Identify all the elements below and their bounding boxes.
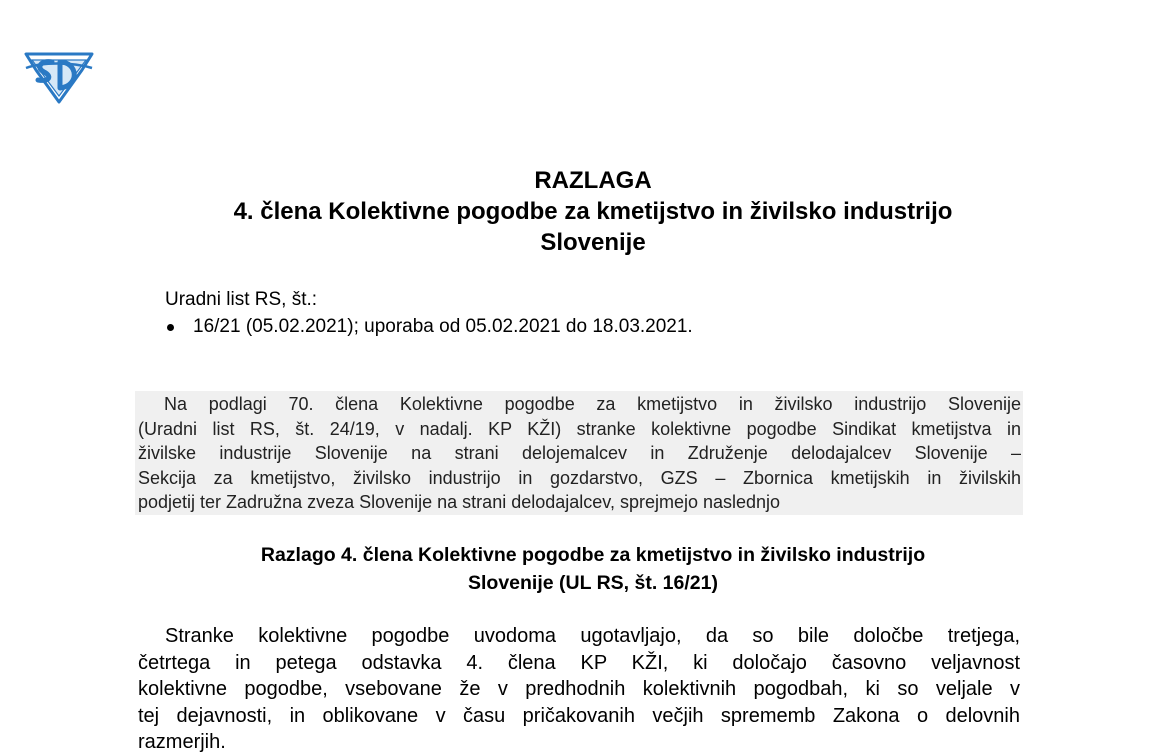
section-heading-line-2: Slovenije (UL RS, št. 16/21) [468, 572, 718, 594]
document-title [138, 165, 1048, 258]
body-line: Stranke kolektivne pogodbe uvodoma ugotavljajo, da so bile določbe tretjega, [165, 625, 1020, 647]
body-line: kolektivne pogodbe, vsebovane že v predhodnih kolektivnih pogodbah, ki so veljale v [138, 678, 1020, 700]
preamble-paragraph [135, 391, 1023, 515]
section-heading [138, 541, 1048, 597]
preamble-line: (Uradni list RS, št. 24/19, v nadalj. KP KŽI) stranke kolektivne pogodbe Sindikat kmetijstva in [138, 418, 1021, 439]
preamble-line: podjetij ter Zadružna zveza Slovenije na strani delodajalcev, sprejmejo naslednjo [138, 492, 781, 512]
preamble-line: Na podlagi 70. člena Kolektivne pogodbe za kmetijstvo in živilsko industrijo Slovenije [164, 394, 1021, 414]
body-paragraph [138, 623, 1020, 756]
title-line-3: Slovenije [540, 229, 646, 256]
body-line: tej dejavnosti, in oblikovane v času pričakovanih večjih sprememb Zakona o delovnih [138, 704, 1020, 727]
body-line: razmerjih. [138, 731, 226, 753]
preamble-line: živilske industrije Slovenije na strani delojemalcev in Združenje delodajalcev Slovenije – [138, 443, 1021, 463]
gazette-reference [165, 286, 693, 340]
gazette-item [165, 313, 693, 340]
preamble-line: Sekcija za kmetijstvo, živilsko industrijo in gozdarstvo, GZS – Zbornica kmetijskih in živilskih [138, 467, 1021, 488]
body-line: četrtega in petega odstavka 4. člena KP KŽI, ki določajo časovno veljavnost [138, 651, 1020, 674]
sd-logo-icon [22, 48, 96, 104]
gazette-label: Uradni list RS, št.: [165, 289, 318, 310]
title-line-2: 4. člena Kolektivne pogodbe za kmetijstvo in živilsko industrijo [233, 198, 953, 225]
bullet-icon [167, 324, 174, 331]
title-line-1: RAZLAGA [534, 167, 652, 194]
gazette-item-text: 16/21 (05.02.2021); uporaba od 05.02.2021 do 18.03.2021. [193, 316, 693, 337]
section-heading-line-1: Razlago 4. člena Kolektivne pogodbe za kmetijstvo in živilsko industrijo [260, 544, 926, 566]
